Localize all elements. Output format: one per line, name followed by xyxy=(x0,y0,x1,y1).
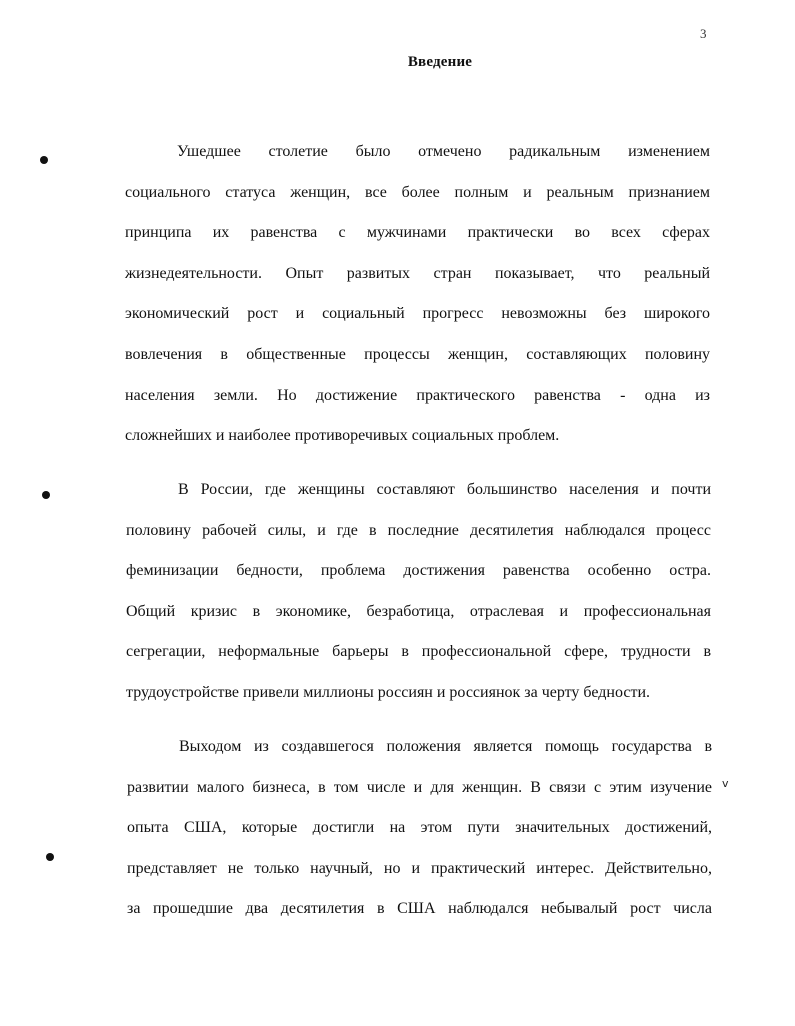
paragraph-line: за прошедшие два десятилетия в США наблюдался небывалый рост числа xyxy=(127,900,712,918)
paragraph-line: феминизации бедности, проблема достижения равенства особенно остра. xyxy=(126,562,711,580)
paragraph-line: Ушедшее столетие было отмечено радикальным изменением xyxy=(177,143,710,160)
paragraph-line: населения земли. Но достижение практического равенства - одна из xyxy=(125,386,710,404)
paragraph-line: сегрегации, неформальные барьеры в профессиональной сфере, трудности в xyxy=(126,643,711,661)
margin-bullet-dot xyxy=(42,491,50,499)
paragraph-line: принципа их равенства с мужчинами практически во всех сферах xyxy=(125,224,710,242)
margin-bullet-dot xyxy=(46,853,54,861)
page-title: Введение xyxy=(407,54,473,70)
paragraph-line: экономический рост и социальный прогресс невозможны без широкого xyxy=(125,305,710,323)
paragraph-line: сложнейших и наиболее противоречивых социальных проблем. xyxy=(125,427,560,445)
paragraph-intro xyxy=(125,132,710,457)
paragraph-line: Общий кризис в экономике, безработица, отраслевая и профессиональная xyxy=(126,602,711,620)
page-number: 3 xyxy=(700,26,707,41)
paragraph-usa xyxy=(127,727,712,930)
paragraph-line: В России, где женщины составляют большинство населения и почти xyxy=(178,481,711,498)
paragraph-line: опыта США, которые достигли на этом пути значительных достижений, xyxy=(127,819,712,837)
paragraph-russia xyxy=(126,470,711,714)
paragraph-line: вовлечения в общественные процессы женщин, составляющих половину xyxy=(125,345,710,363)
paragraph-line: жизнедеятельности. Опыт развитых стран показывает, что реальный xyxy=(125,264,710,282)
paragraph-line: Выходом из создавшегося положения является помощь государства в xyxy=(179,738,712,755)
paragraph-line: представляет не только научный, но и практический интерес. Действительно, xyxy=(127,859,712,877)
margin-check-mark: v xyxy=(722,777,729,790)
paragraph-line: половину рабочей силы, и где в последние десятилетия наблюдался процесс xyxy=(126,521,711,539)
paragraph-line: трудоустройстве привели миллионы россиян и россиянок за черту бедности. xyxy=(126,683,650,701)
margin-bullet-dot xyxy=(40,156,48,164)
paragraph-line: социального статуса женщин, все более полным и реальным признанием xyxy=(125,183,710,201)
paragraph-line: развитии малого бизнеса, в том числе и для женщин. В связи с этим изучение xyxy=(127,778,712,796)
